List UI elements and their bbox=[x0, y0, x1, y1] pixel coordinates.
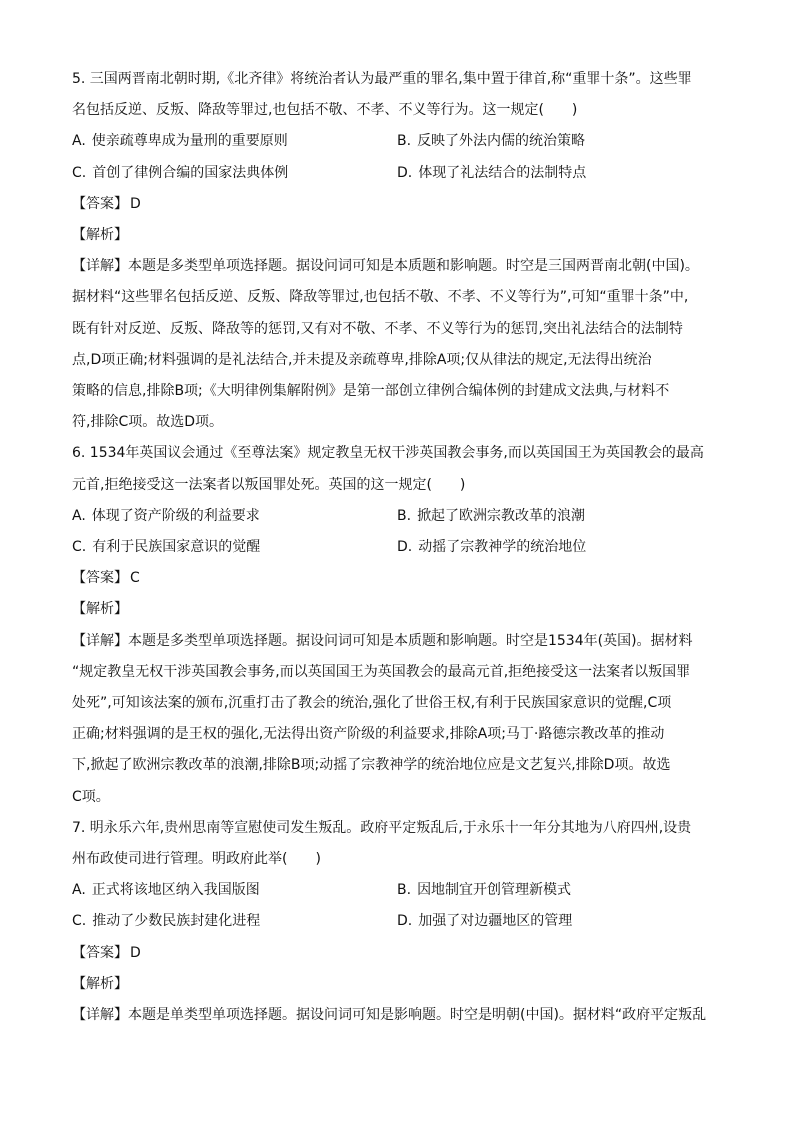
options-row bbox=[72, 501, 724, 532]
option-a: A. 体现了资产阶级的利益要求 bbox=[72, 507, 260, 524]
option-d: D. 动摇了宗教神学的统治地位 bbox=[397, 539, 587, 556]
option-a: A. 使亲疏尊卑成为量刑的重要原则 bbox=[72, 133, 288, 150]
detail-line: 既有针对反逆、反叛、降敌等的惩罚,又有对不敬、不孝、不义等行为的惩罚,突出礼法结合的法制特 bbox=[72, 320, 683, 337]
question-6 bbox=[72, 438, 724, 812]
detail-line: 【详解】本题是多类型单项选择题。据设问词可知是本质题和影响题。时空是1534年(英国)。据材料 bbox=[72, 632, 693, 649]
detail-line: 处死”,可知该法案的颁布,沉重打击了教会的统治,强化了世俗王权,有利于民族国家意识的觉醒,C项 bbox=[72, 695, 672, 712]
option-b: B. 因地制宜开创管理新模式 bbox=[397, 882, 572, 899]
answer-line: 【答案】 D bbox=[72, 195, 141, 212]
option-c: C. 推动了少数民族封建化进程 bbox=[72, 913, 261, 930]
option-d: D. 加强了对边疆地区的管理 bbox=[397, 913, 573, 930]
answer-value: C bbox=[130, 570, 140, 587]
option-a: A. 正式将该地区纳入我国版图 bbox=[72, 882, 260, 899]
detail-line: 符,排除C项。故选D项。 bbox=[72, 414, 224, 431]
options-row bbox=[72, 875, 724, 906]
answer-value: D bbox=[130, 944, 141, 961]
answer-line: 【答案】 D bbox=[72, 944, 141, 961]
option-c: C. 有利于民族国家意识的觉醒 bbox=[72, 539, 261, 556]
detail-line: C项。 bbox=[72, 788, 110, 805]
question-stem-line: 州布政使司进行管理。明政府此举( ) bbox=[72, 851, 321, 868]
option-b: B. 反映了外法内儒的统治策略 bbox=[397, 133, 586, 150]
analysis-label: 【解析】 bbox=[72, 975, 128, 992]
detail-line: “规定教皇无权干涉英国教会事务,而以英国国王为英国教会的最高元首,拒绝接受这一法案者以叛国罪 bbox=[72, 663, 691, 680]
analysis-label: 【解析】 bbox=[72, 601, 128, 618]
question-7 bbox=[72, 813, 724, 1031]
options-row bbox=[72, 158, 724, 189]
detail-line: 【详解】本题是多类型单项选择题。据设问词可知是本质题和影响题。时空是三国两晋南北朝(中国)。 bbox=[72, 258, 699, 275]
analysis-label: 【解析】 bbox=[72, 227, 128, 244]
answer-value: D bbox=[130, 195, 141, 212]
option-b: B. 掀起了欧洲宗教改革的浪潮 bbox=[397, 507, 586, 524]
detail-line: 正确;材料强调的是王权的强化,无法得出资产阶级的利益要求,排除A项;马丁·路德宗教改革的推动 bbox=[72, 726, 665, 743]
question-stem-line: 5. 三国两晋南北朝时期,《北齐律》将统治者认为最严重的罪名,集中置于律首,称“重罪十条”。这些罪 bbox=[72, 71, 692, 87]
options-row bbox=[72, 906, 724, 937]
question-stem-line: 元首,拒绝接受这一法案者以叛国罪处死。英国的这一规定( ) bbox=[72, 476, 466, 493]
option-d: D. 体现了礼法结合的法制特点 bbox=[397, 164, 587, 181]
answer-line: 【答案】 C bbox=[72, 570, 140, 587]
options-row bbox=[72, 532, 724, 563]
question-stem-line: 6. 1534年英国议会通过《至尊法案》规定教皇无权干涉英国教会事务,而以英国国王为英国教会的最高 bbox=[72, 445, 704, 462]
options-row bbox=[72, 126, 724, 157]
detail-line: 策略的信息,排除B项;《大明律例集解附例》是第一部创立律例合编体例的封建成文法典,与材料不 bbox=[72, 383, 670, 400]
detail-line: 下,掀起了欧洲宗教改革的浪潮,排除B项;动摇了宗教神学的统治地位应是文艺复兴,排除D项。故选 bbox=[72, 757, 671, 774]
question-5 bbox=[72, 64, 724, 438]
detail-line: 点,D项正确;材料强调的是礼法结合,并未提及亲疏尊卑,排除A项;仅从律法的规定,无法得出统治 bbox=[72, 351, 652, 368]
detail-line: 【详解】本题是单类型单项选择题。据设问词可知是影响题。时空是明朝(中国)。据材料“政府平定叛乱 bbox=[72, 1007, 707, 1024]
question-stem-line: 名包括反逆、反叛、降敌等罪过,也包括不敬、不孝、不义等行为。这一规定( ) bbox=[72, 102, 578, 119]
question-stem-line: 7. 明永乐六年,贵州思南等宣慰使司发生叛乱。政府平定叛乱后,于永乐十一年分其地为八府四州,设贵 bbox=[72, 819, 692, 836]
option-c: C. 首创了律例合编的国家法典体例 bbox=[72, 164, 289, 181]
detail-line: 据材料“这些罪名包括反逆、反叛、降敌等罪过,也包括不敬、不孝、不义等行为”,可知“重罪十条”中, bbox=[72, 289, 689, 306]
